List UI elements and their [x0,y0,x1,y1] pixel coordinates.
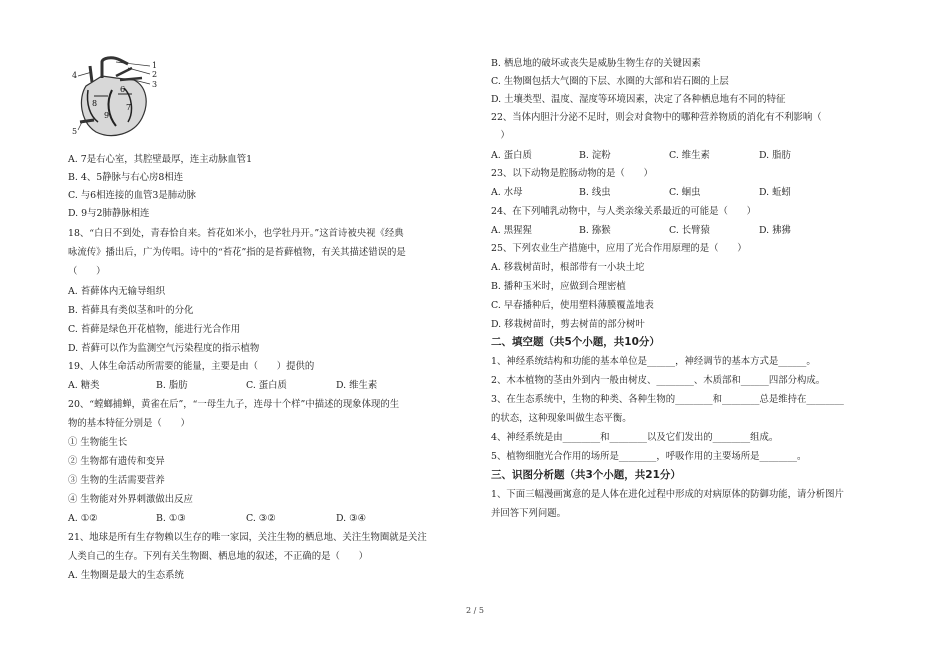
q21-stem-line-2: 人类自己的生存。下列有关生物圈、栖息地的叙述，不正确的是（ ） [68,551,369,562]
heart-diagram [72,56,156,138]
q21-option-b: B. 栖息地的破坏或丧失是威胁生物生存的关键因素 [491,58,701,69]
q22-stem-line-1: 22、当体内胆汁分泌不足时，则会对食物中的哪种营养物质的消化有不利影响（ [491,112,822,123]
q23-option-c: C. 蛔虫 [669,187,701,198]
q19-stem: 19、人体生命活动所需要的能量，主要是由（ ）提供的 [68,361,315,372]
q22-option-a: A. 蛋白质 [491,150,532,161]
q20-option-b: B. ①③ [156,513,186,524]
heart-label-7: 7 [126,103,132,112]
heart-label-4: 4 [72,71,78,80]
q17-option-b: B. 4、5静脉与右心房8相连 [68,172,184,183]
q25-stem: 25、下列农业生产措施中，应用了光合作用原理的是（ ） [491,243,747,254]
q21-option-a: A. 生物圈是最大的生态系统 [68,570,184,581]
q18-option-b: B. 苔藓具有类似茎和叶的分化 [68,305,194,316]
section2-title: 二、填空题（共5个小题，共10分） [491,336,660,348]
q19-option-b: B. 脂肪 [156,380,188,391]
q25-option-a: A. 移栽树苗时，根部带有一小块土坨 [491,262,645,273]
heart-label-8: 8 [92,99,98,108]
heart-label-5: 5 [72,127,78,136]
fill-item-2: 2、木本植物的茎由外到内一般由树皮、________、木质部和______四部分构成。 [491,375,826,386]
section3-q1-line-1: 1、下面三幅漫画寓意的是人体在进化过程中形成的对病原体的防御功能，请分析图片 [491,489,844,500]
fill-item-1: 1、神经系统结构和功能的基本单位是______，神经调节的基本方式是______。 [491,356,816,367]
q23-option-b: B. 线虫 [579,187,611,198]
q21-option-d: D. 土壤类型、温度、湿度等环境因素，决定了各种栖息地有不同的特征 [491,94,786,105]
q20-item-3: ③ 生物的生活需要营养 [68,475,165,486]
q17-option-a: A. 7是右心室，其腔壁最厚，连主动脉血管1 [68,154,253,165]
q24-option-d: D. 狒狒 [759,225,791,236]
q18-option-a: A. 苔藓体内无输导组织 [68,286,166,297]
q18-stem-line-2: 咏流传》播出后，广为传唱。诗中的“苔花”指的是苔藓植物，有关其描述错误的是 [68,247,406,258]
section3-q1-line-2: 并回答下列问题。 [491,508,567,519]
q20-item-2: ② 生物都有遗传和变异 [68,456,165,467]
heart-label-9: 9 [104,111,110,120]
heart-label-1: 1 [152,61,158,70]
q20-stem-line-2: 物的基本特征分别是（ ） [68,418,190,429]
q25-option-d: D. 移栽树苗时，剪去树苗的部分树叶 [491,319,645,330]
fill-item-3-line-1: 3、在生态系统中，生物的种类、各种生物的________和________总是维持在________ [491,394,844,405]
q20-stem-line-1: 20、“螳螂捕蝉，黄雀在后”，“一母生九子，连母十个样”中描述的现象体现的生 [68,399,400,410]
q25-option-c: C. 早春播种后，使用塑料薄膜覆盖地表 [491,300,654,311]
q21-stem-line-1: 21、地球是所有生存物赖以生存的唯一家园，关注生物的栖息地、关注生物圈就是关注 [68,532,427,543]
q22-option-c: C. 维生素 [669,150,710,161]
q20-option-a: A. ①② [68,513,98,524]
q21-option-c: C. 生物圈包括大气圈的下层、水圈的大部和岩石圈的上层 [491,76,729,87]
q17-option-c: C. 与6相连接的血管3是肺动脉 [68,190,196,201]
q18-stem-line-1: 18、“白日不到处，青春恰自来。苔花如米小，也学牡丹开。”这首诗被央视《经典 [68,228,404,239]
q22-option-d: D. 脂肪 [759,150,791,161]
q24-stem: 24、在下列哺乳动物中，与人类亲缘关系最近的可能是（ ） [491,206,757,217]
q17-option-d: D. 9与2肺静脉相连 [68,208,150,219]
q20-option-c: C. ③② [246,513,276,524]
heart-label-3: 3 [152,80,158,89]
q20-item-1: ① 生物能生长 [68,437,128,448]
heart-label-6: 6 [120,85,126,94]
q19-option-d: D. 维生素 [336,380,378,391]
q19-option-c: C. 蛋白质 [246,380,287,391]
q23-option-a: A. 水母 [491,187,523,198]
fill-item-3-line-2: 的状态，这种现象叫做生态平衡。 [491,413,632,424]
q18-option-d: D. 苔藓可以作为监测空气污染程度的指示植物 [68,343,260,354]
fill-item-4: 4、神经系统是由________和________以及它们发出的________组成。 [491,432,779,443]
fill-item-5: 5、植物细胞光合作用的场所是________，呼吸作用的主要场所是________。 [491,451,807,462]
q25-option-b: B. 播种玉米时，应做到合理密植 [491,281,626,292]
q18-stem-line-3: （ ） [68,266,106,277]
q22-option-b: B. 淀粉 [579,150,611,161]
q18-option-c: C. 苔藓是绿色开花植物，能进行光合作用 [68,324,241,335]
q20-option-d: D. ③④ [336,513,366,524]
q24-option-a: A. 黑猩猩 [491,225,532,236]
q23-stem: 23、以下动物是腔肠动物的是（ ） [491,168,653,179]
q20-item-4: ④ 生物能对外界刺激做出反应 [68,494,193,505]
q22-stem-line-2: ） [491,130,510,141]
q24-option-b: B. 猕猴 [579,225,611,236]
heart-label-2: 2 [152,70,158,79]
q23-option-d: D. 蚯蚓 [759,187,791,198]
q24-option-c: C. 长臂猿 [669,225,710,236]
section3-title: 三、识图分析题（共3个小题，共21分） [491,469,681,481]
page-number: 2 / 5 [466,606,484,615]
q19-option-a: A. 糖类 [68,380,100,391]
